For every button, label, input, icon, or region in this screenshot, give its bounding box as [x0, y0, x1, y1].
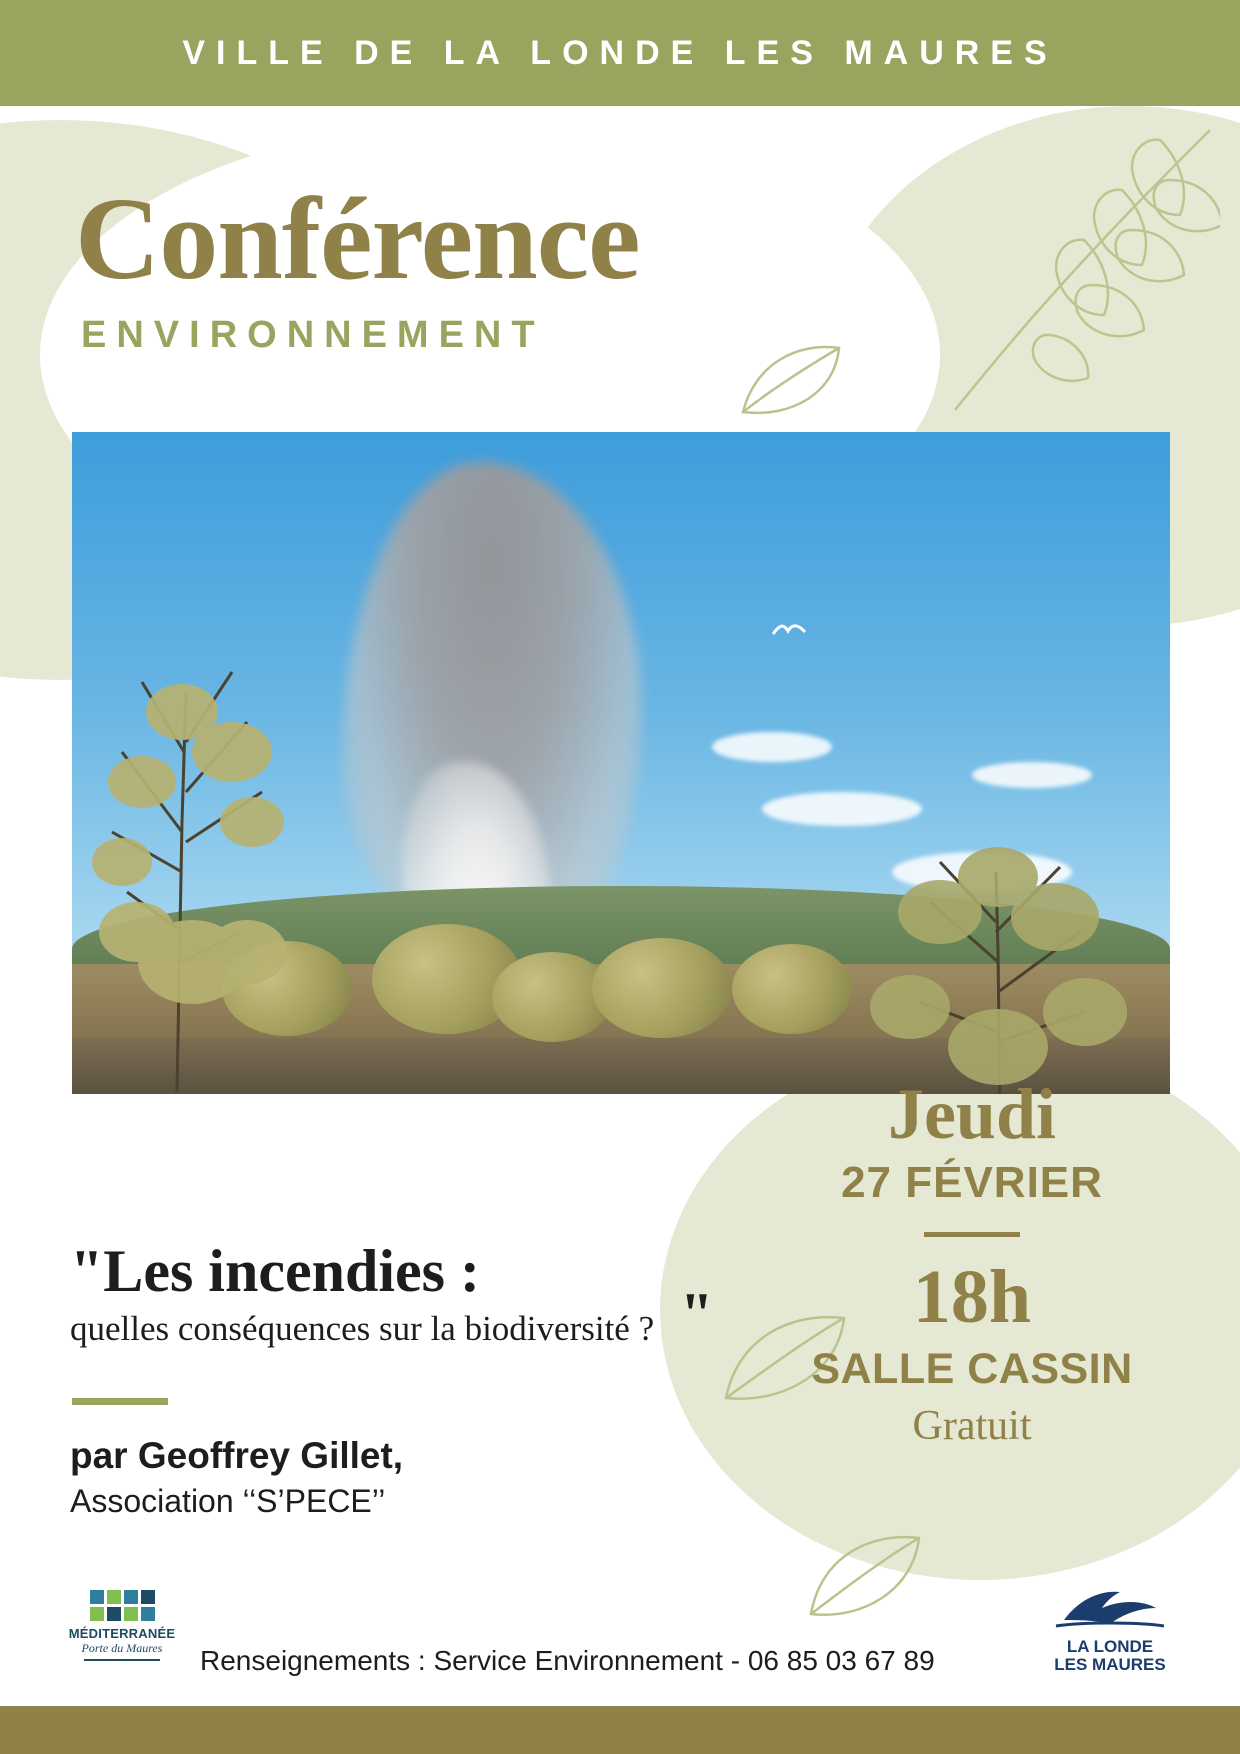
photo-bush: [592, 938, 732, 1038]
logo-mediterranee: [68, 1590, 176, 1664]
top-banner: [0, 0, 1240, 106]
photo-tree-left: [82, 632, 312, 1092]
closing-quote-mark: ": [680, 1281, 714, 1347]
event-price: Gratuit: [912, 1403, 1032, 1449]
page-subtitle: ENVIRONNEMENT: [81, 314, 545, 356]
leaf-branch-icon: [860, 120, 1220, 420]
la-londe-emblem-icon: [1050, 1586, 1170, 1630]
wildfire-smoke-photo: [72, 432, 1170, 1094]
leaf-icon-a: [735, 340, 845, 420]
talk-subtitle: quelles conséquences sur la biodiversité ?: [70, 1309, 655, 1348]
title-block: [75, 173, 640, 357]
photo-tree-right: [830, 832, 1150, 1094]
logo-mediterranee-icon: [68, 1590, 176, 1621]
city-name: VILLE DE LA LONDE LES MAURES: [182, 33, 1058, 72]
leaf-icon-c: [805, 1530, 925, 1620]
page-title: Conférence: [75, 173, 640, 304]
speaker-block: [70, 1435, 403, 1520]
logo-la-londe-line1: LA LONDE: [1066, 1637, 1154, 1656]
divider: [72, 1398, 168, 1405]
logo-mediterranee-sub: Porte du Maures: [81, 1641, 163, 1655]
bottom-banner: [0, 1706, 1240, 1754]
speaker-name: par Geoffrey Gillet,: [70, 1435, 404, 1476]
footer-contact: Renseignements : Service Environnement - 06 85 03 67 89: [200, 1645, 935, 1676]
logo-mediterranee-name: MÉDITERRANÉE: [68, 1626, 176, 1641]
logo-la-londe-line2: LES MAURES: [1054, 1654, 1166, 1674]
logo-la-londe: [1050, 1586, 1170, 1674]
event-details: [792, 1074, 1152, 1450]
speaker-association: Association ‘‘S’PECE’’: [70, 1483, 386, 1519]
photo-cloud: [762, 792, 922, 826]
event-venue: SALLE CASSIN: [811, 1345, 1133, 1393]
event-date: 27 FÉVRIER: [841, 1158, 1103, 1207]
logo-mediterranee-rule: [84, 1659, 160, 1661]
bird-icon: [772, 622, 806, 640]
talk-title: "Les incendies :: [70, 1238, 480, 1304]
event-day: Jeudi: [887, 1074, 1057, 1154]
date-divider: [924, 1232, 1020, 1237]
photo-cloud: [972, 762, 1092, 788]
photo-cloud: [712, 732, 832, 762]
event-hour: 18h: [912, 1255, 1032, 1339]
